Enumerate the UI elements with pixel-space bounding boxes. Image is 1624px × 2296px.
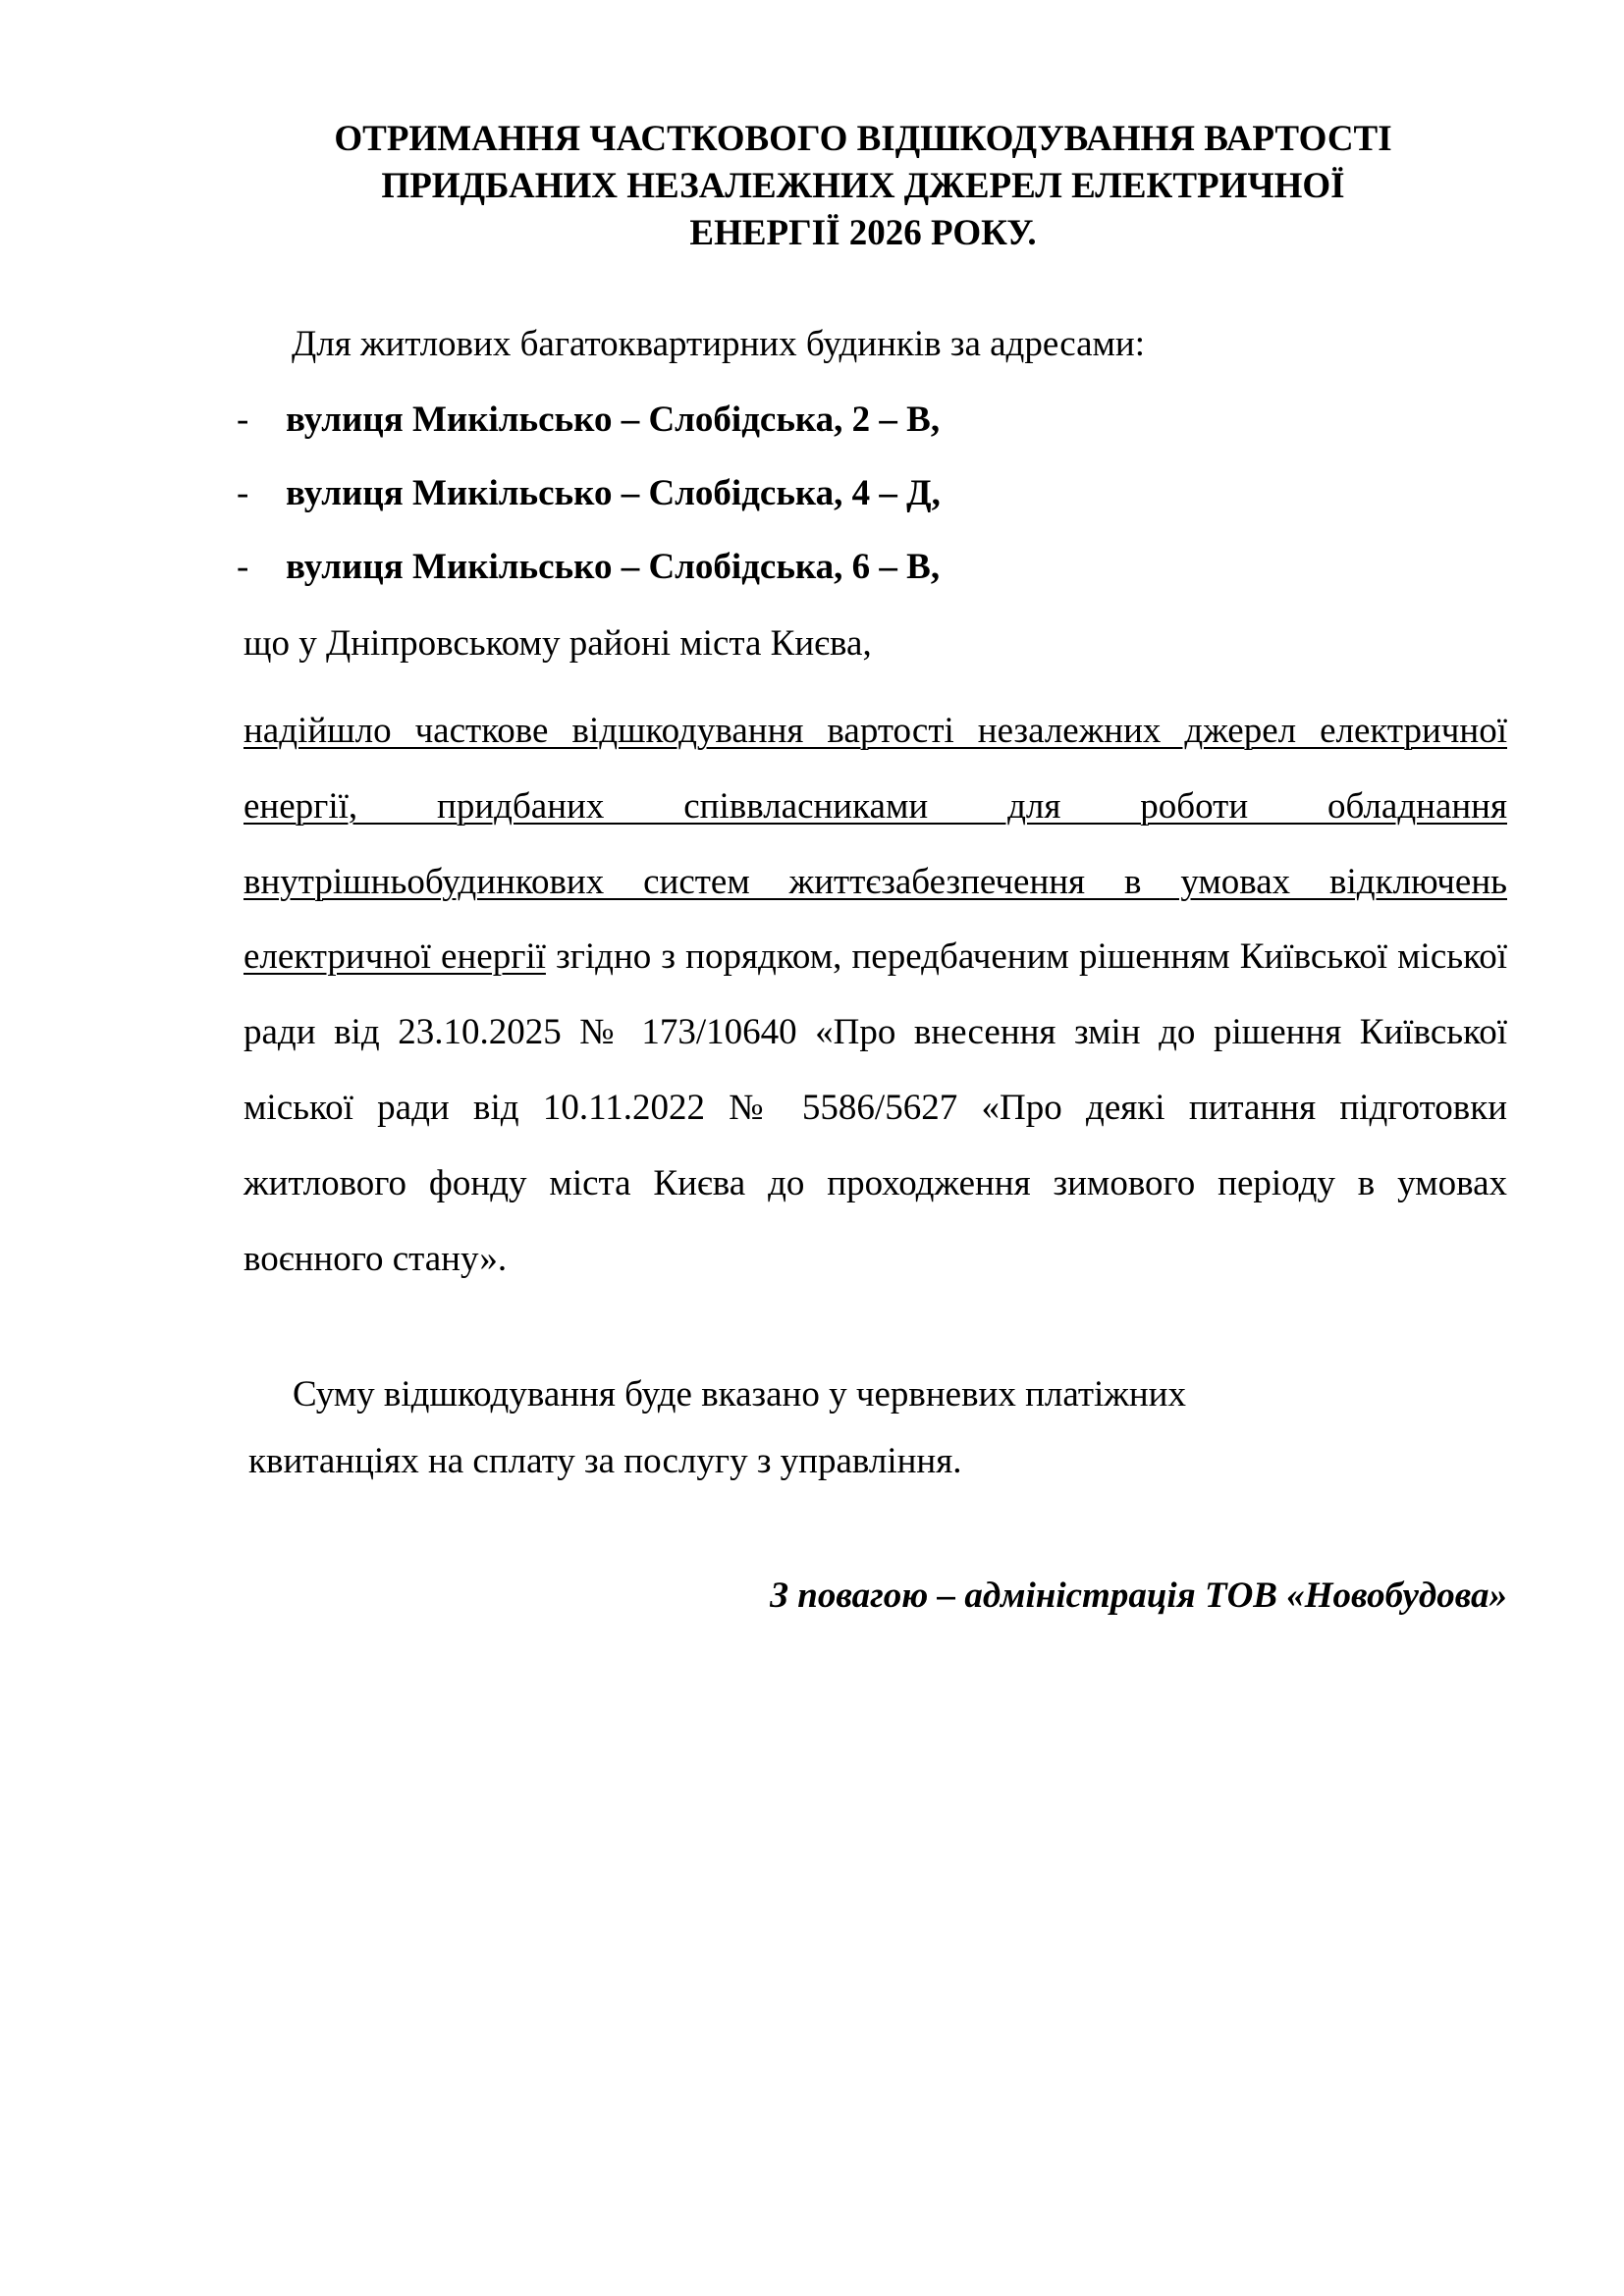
title-line-3: ЕНЕРГІЇ 2026 РОКУ. — [689, 213, 1037, 253]
list-dash: - — [237, 547, 249, 587]
title-line-1: ОТРИМАННЯ ЧАСТКОВОГО ВІДШКОДУВАННЯ ВАРТОСТІ — [334, 119, 1392, 159]
list-dash: - — [237, 473, 249, 513]
district-text: що у Дніпровському районі міста Києва, — [244, 623, 872, 664]
sum-paragraph — [248, 1362, 1427, 1495]
title-line-2: ПРИДБАНИХ НЕЗАЛЕЖНИХ ДЖЕРЕЛ ЕЛЕКТРИЧНОЇ — [381, 166, 1345, 206]
body-text: згідно з порядком, передбаченим рішенням Київської міської ради від 23.10.2025 № 173/10640 «Про внесення змін до рішення Київської міської ради від 10.11.2022 № 5586/5627 «Про деякі питання підготовки житлового фонду міста Києва до проходження зимового періоду в умовах воєнного стану». — [244, 936, 1507, 1279]
sum-line-2: квитанціях на сплату за послугу з управління. — [248, 1441, 962, 1481]
address-item — [237, 544, 940, 591]
body-underlined-text: надійшло часткове відшкодування вартості незалежних джерел електричної енергії, придбаних співвласниками для роботи обладнання внутрішньобудинкових систем життєзабезпечення в умовах відключень електричної енергії — [244, 711, 1507, 978]
body-paragraph — [244, 694, 1507, 1297]
address-item — [237, 397, 940, 444]
address-text: вулиця Микільсько – Слобідська, 4 – Д, — [286, 473, 941, 513]
sum-line-1: Суму відшкодування буде вказано у червневих платіжних — [293, 1374, 1186, 1415]
address-item — [237, 470, 941, 517]
signature: З повагою – адміністрація ТОВ «Новобудова» — [770, 1575, 1507, 1616]
intro-text: Для житлових багатоквартирних будинків за адресами: — [292, 324, 1146, 364]
address-text: вулиця Микільсько – Слобідська, 6 – В, — [286, 547, 941, 587]
address-text: вулиця Микільсько – Слобідська, 2 – В, — [286, 400, 941, 440]
document-title — [147, 116, 1579, 257]
list-dash: - — [237, 400, 249, 440]
